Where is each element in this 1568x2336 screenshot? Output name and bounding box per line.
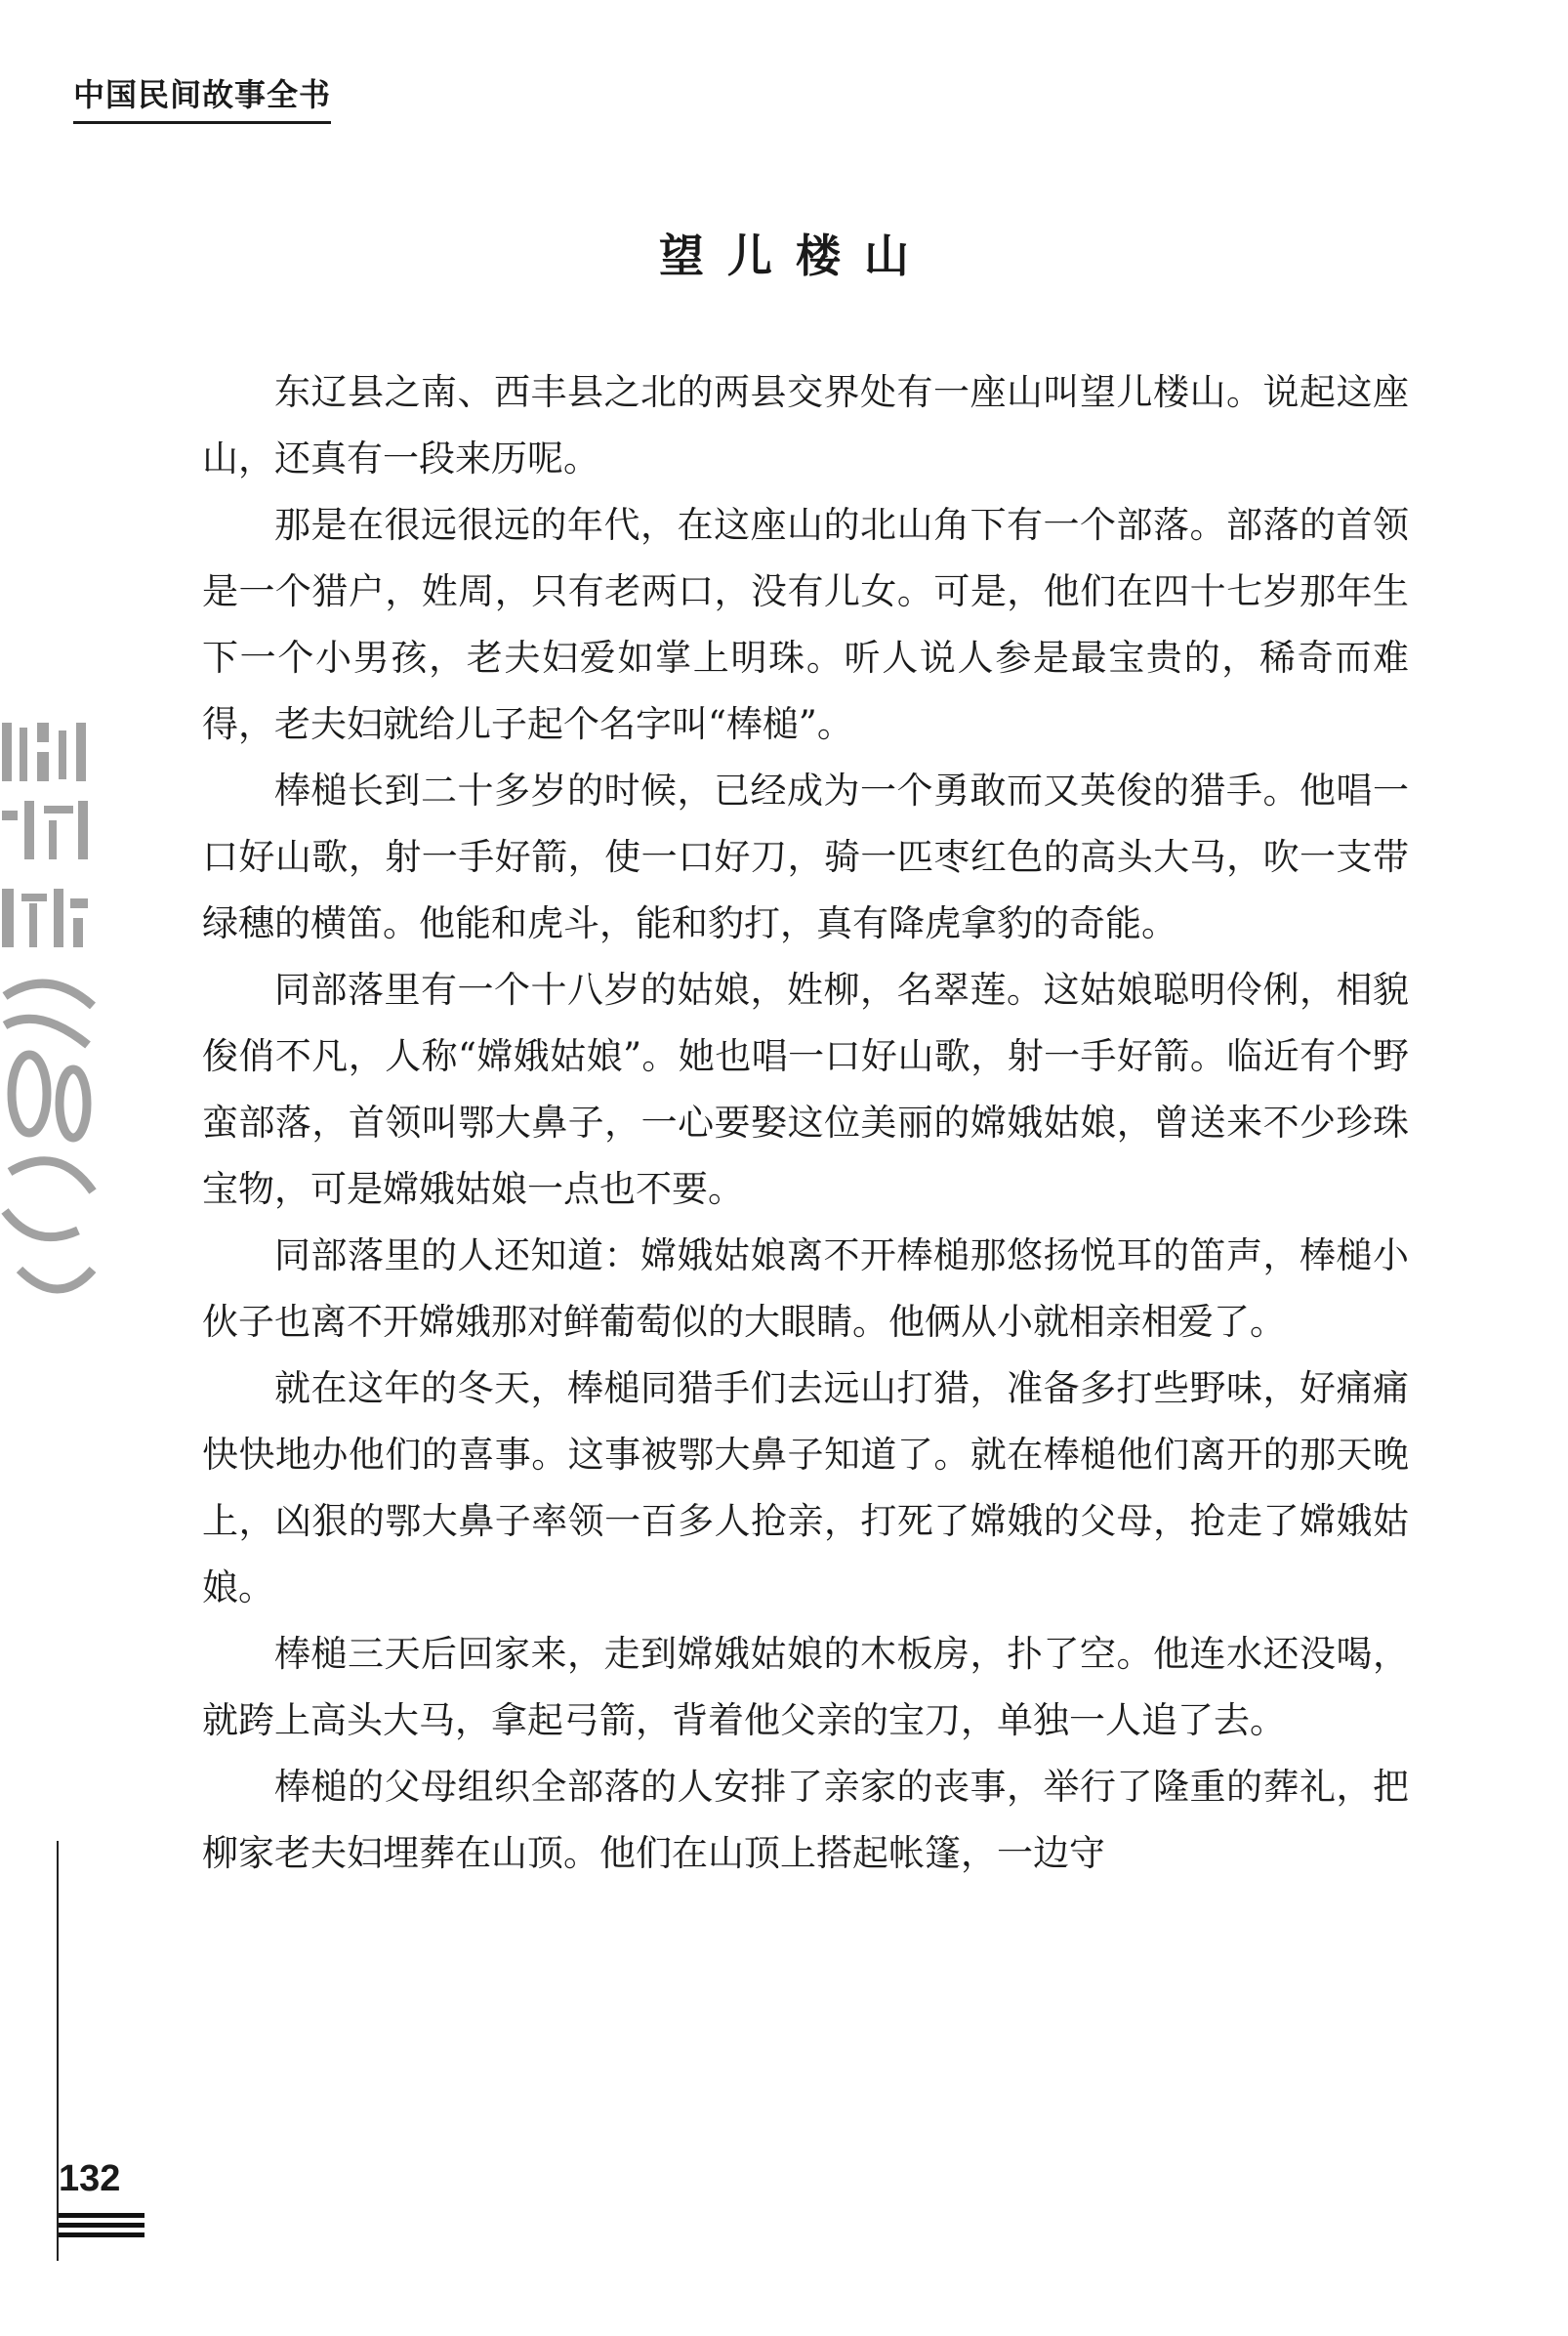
paragraph: 棒槌三天后回家来，走到嫦娥姑娘的木板房，扑了空。他连水还没喝，就跨上高头大马，拿起弓箭，背着他父亲的宝刀，单独一人追了去。 <box>202 1633 1409 1741</box>
paragraph: 棒槌的父母组织全部落的人安排了亲家的丧事，举行了隆重的葬礼，把柳家老夫妇埋葬在山顶。他们在山顶上搭起帐篷，一边守 <box>202 1766 1409 1874</box>
book-header: 中国民间故事全书 <box>73 70 331 124</box>
paragraph: 棒槌长到二十多岁的时候，已经成为一个勇敢而又英俊的猎手。他唱一口好山歌，射一手好箭，使一口好刀，骑一匹枣红色的高头大马，吹一支带绿穗的横笛。他能和虎斗，能和豹打，真有降虎拿豹的奇能。 <box>202 770 1409 944</box>
story-title: 望儿楼山 <box>659 229 932 282</box>
side-decoration-logo <box>0 723 98 1309</box>
paragraph: 同部落里有一个十八岁的姑娘，姓柳，名翠莲。这姑娘聪明伶俐，相貌俊俏不凡，人称“嫦娥姑娘”。她也唱一口好山歌，射一手好箭。临近有个野蛮部落，首领叫鄂大鼻子，一心要娶这位美丽的嫦娥姑娘，曾送来不少珍珠宝物，可是嫦娥姑娘一点也不要。 <box>202 969 1409 1210</box>
paragraph: 同部落里的人还知道：嫦娥姑娘离不开棒槌那悠扬悦耳的笛声，棒槌小伙子也离不开嫦娥那对鲜葡萄似的大眼睛。他俩从小就相亲相爱了。 <box>202 1234 1409 1343</box>
paragraph: 就在这年的冬天，棒槌同猎手们去远山打猎，准备多打些野味，好痛痛快快地办他们的喜事。这事被鄂大鼻子知道了。就在棒槌他们离开的那天晚上，凶狠的鄂大鼻子率领一百多人抢亲，打死了嫦娥的父母，抢走了嫦娥姑娘。 <box>202 1367 1409 1608</box>
page-number: 132 <box>59 2158 121 2199</box>
story-body <box>202 359 1409 1887</box>
page-number-bars <box>59 2213 144 2242</box>
paragraph: 那是在很远很远的年代，在这座山的北山角下有一个部落。部落的首领是一个猎户，姓周，只有老两口，没有儿女。可是，他们在四十七岁那年生下一个小男孩，老夫妇爱如掌上明珠。听人说人参是最宝贵的，稀奇而难得，老夫妇就给儿子起个名字叫“棒槌”。 <box>202 504 1409 745</box>
paragraph: 东辽县之南、西丰县之北的两县交界处有一座山叫望儿楼山。说起这座山，还真有一段来历呢。 <box>202 371 1409 480</box>
